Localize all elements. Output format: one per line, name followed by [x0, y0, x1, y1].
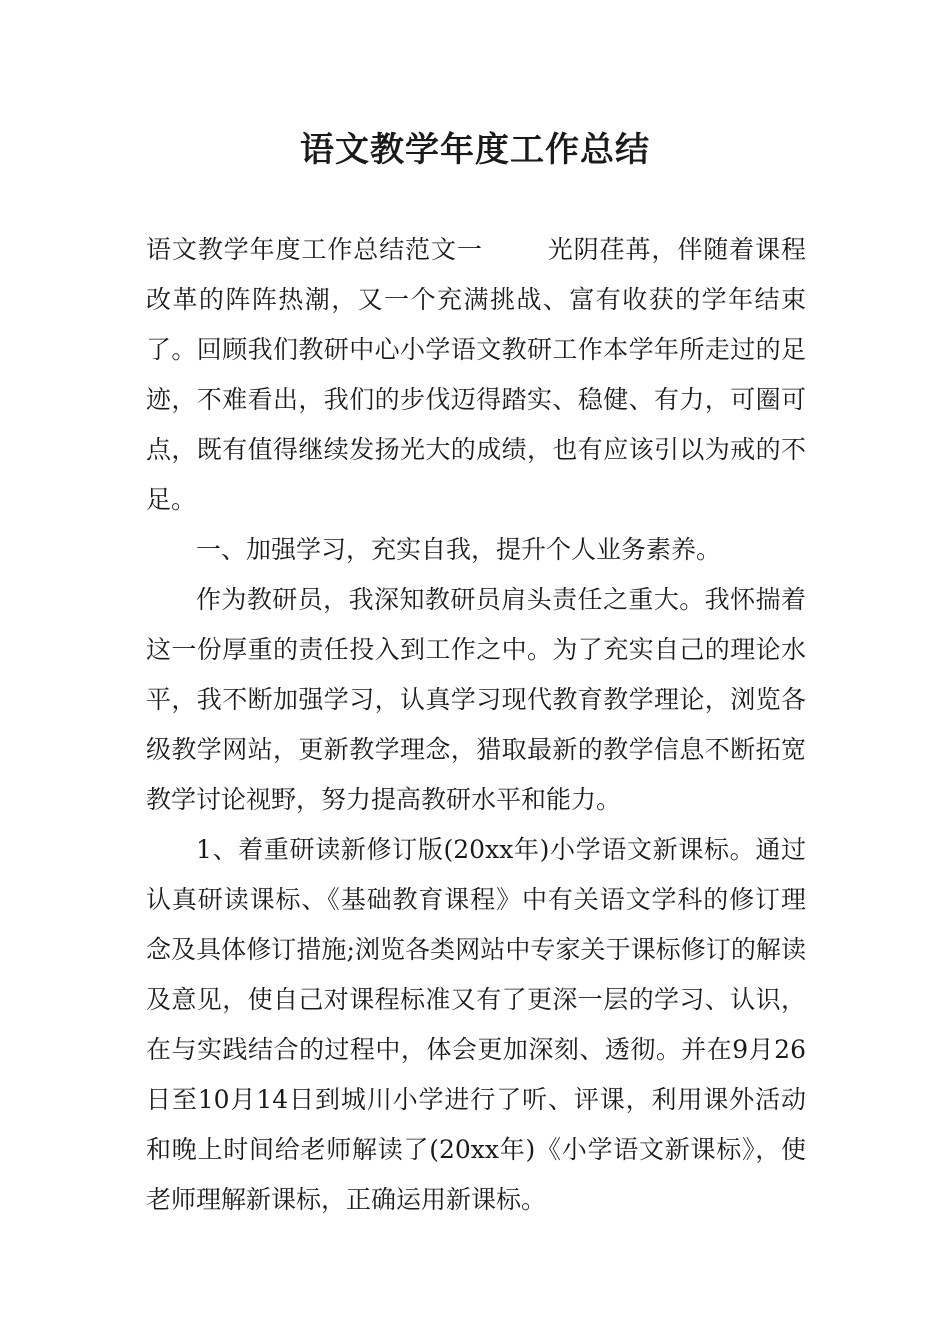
document-title: 语文教学年度工作总结: [300, 130, 650, 170]
intro-paragraph: [146, 225, 806, 525]
intro-text: 光阴荏苒，伴随着课程改革的阵阵热潮，又一个充满挑战、富有收获的学年结束了。回顾我们教研中心小学语文教研工作本学年所走过的足迹，不难看出，我们的步伐迈得踏实、稳健、有力，可圈可点，既有值得继续发扬光大的成绩，也有应该引以为戒的不足。: [146, 235, 806, 514]
intro-label: 语文教学年度工作总结范文一: [146, 235, 483, 264]
document-body: [146, 225, 806, 1225]
body-paragraph: 1、着重研读新修订版(20xx年)小学语文新课标。通过认真研读课标、《基础教育课程》中有关语文学科的修订理念及具体修订措施;浏览各类网站中专家关于课标修订的解读及意见，使自己对课程标准又有了更深一层的学习、认识，在与实践结合的过程中，体会更加深刻、透彻。并在9月26日至10月14日到城川小学进行了听、评课，利用课外活动和晚上时间给老师解读了(20xx年)《小学语文新课标》，使老师理解新课标，正确运用新课标。: [146, 835, 806, 1214]
body-paragraph: 作为教研员，我深知教研员肩头责任之重大。我怀揣着这一份厚重的责任投入到工作之中。为了充实自己的理论水平，我不断加强学习，认真学习现代教育教学理论，浏览各级教学网站，更新教学理念，猎取最新的教学信息不断拓宽教学讨论视野，努力提高教研水平和能力。: [146, 585, 806, 814]
section-heading-1: 一、加强学习，充实自我，提升个人业务素养。: [196, 535, 722, 564]
